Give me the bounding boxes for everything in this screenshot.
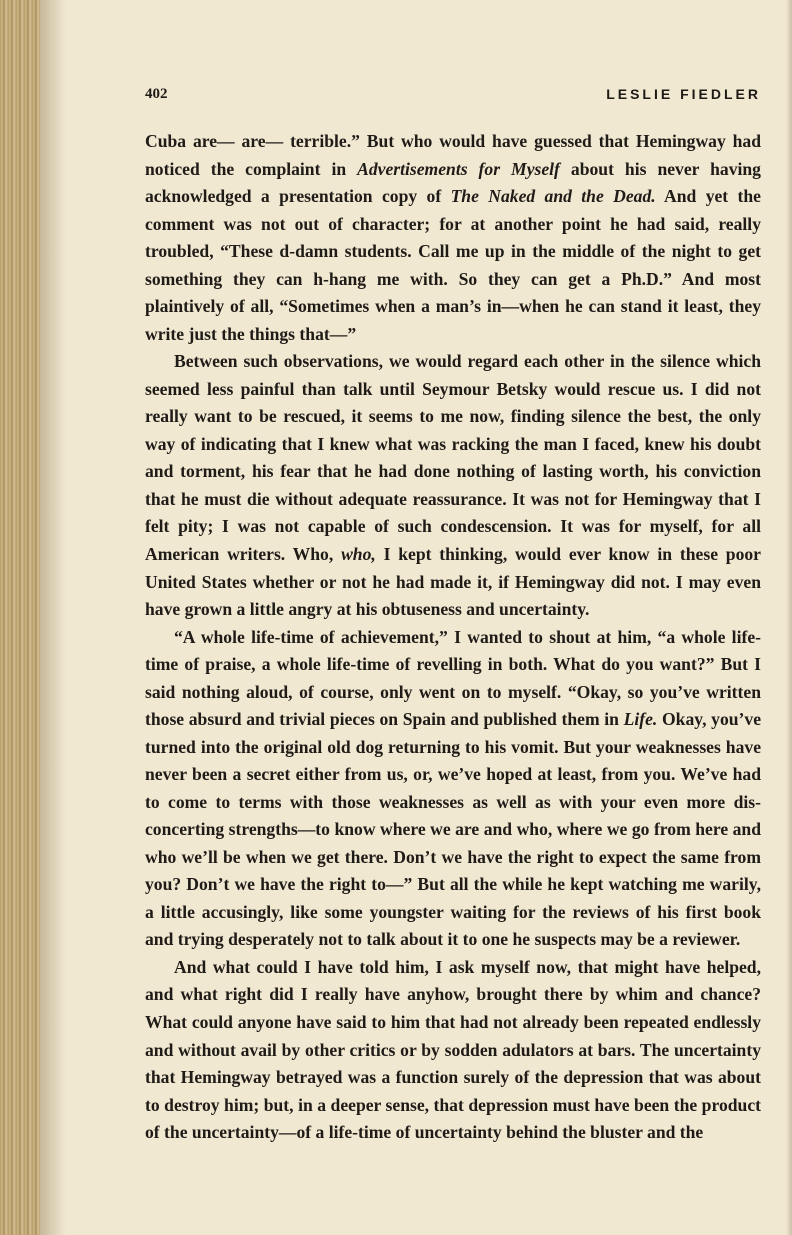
italic-title: The Naked and the Dead. (450, 186, 656, 207)
italic-emphasis: who, (341, 543, 376, 564)
gutter-shadow (40, 0, 66, 1235)
paragraph (145, 624, 761, 954)
page-header (145, 86, 761, 110)
text-segment: “A whole life-time of achievement,” I wanted to shout at him, “a whole life-time of praise, a whole life-time of revelling in both. What do you want?” But I said nothing aloud, of course, only went on to myself. “Okay, so you’ve written those absurd and trivial pieces on Spain and published them in (145, 626, 761, 730)
text-segment: Between such observations, we would regard each other in the silence which seemed less painful than talk until Seymour Betsky would rescue us. I did not really want to be rescued, it seems to me now, finding silence the best, the only way of indicating that I knew what was racking the man I faced, knew his doubt and torment, his fear that he had done nothing of lasting worth, his conviction that he must die without adequate reassurance. It was not for Hemingway that I felt pity; I was not capable of such condescension. It was for myself, for all American writers. Who, (145, 351, 761, 564)
text-segment: And what could I have told him, I ask myself now, that might have helped, and what right did I really have anyhow, brought there by whim and chance? What could anyone have said to him that had not already been repeated endlessly and without avail by other critics or by sodden adulators at bars. The uncertainty that Hemingway betrayed was a function surely of the depression that was about to destroy him; but, in a deeper sense, that depression must have been the product of the uncertainty—of a life-time of uncertainty behind the bluster and the (145, 956, 761, 1143)
text-segment: And yet the comment was not out of character; for at another point he had said, really troubled, “These d-damn students. Call me up in the middle of the night to get something they can h-hang me with. So they can get a Ph.D.” And most plaintively of all, “Sometimes when a man’s in—when he can stand it least, they write just the things that—” (145, 186, 761, 344)
italic-title: Advertisements for Myself (357, 158, 560, 179)
text-segment: I kept thinking, would ever know in these poor United States whether or not he had made it, if Hemingway did not. I may even have grown a little angry at his obtuseness and uncertainty. (145, 543, 761, 620)
page-edge-shadow (786, 0, 792, 1235)
running-head-author: LESLIE FIEDLER (606, 86, 761, 102)
text-segment: Cuba are— are— terrible.” But who would have guessed that Hemingway had noticed the complaint in (145, 131, 761, 179)
text-segment: Okay, you’ve turned into the original old dog returning to his vomit. But your weaknesses have never been a secret either from us, or, we’ve hoped at least, from you. We’ve had to come to terms with those weaknesses as well as with your even more disconcerting strengths—to know where we are and who, where we go from here and who we’ll be when we get there. Don’t we have the right to expect the same from you? Don’t we have the right to—” But all the while he kept watching me warily, a little accusingly, like some youngster waiting for the reviews of his first book and trying desperately not to talk about it to one he suspects may be a reviewer. (145, 709, 761, 950)
paragraph (145, 348, 761, 623)
body-text (145, 128, 761, 1147)
paragraph (145, 128, 761, 348)
italic-title: Life. (623, 709, 658, 730)
page-number: 402 (145, 86, 168, 102)
book-spine-gutter (0, 0, 40, 1235)
text-segment: about his never having acknowledged a presentation copy of (145, 158, 761, 207)
paragraph (145, 954, 761, 1147)
